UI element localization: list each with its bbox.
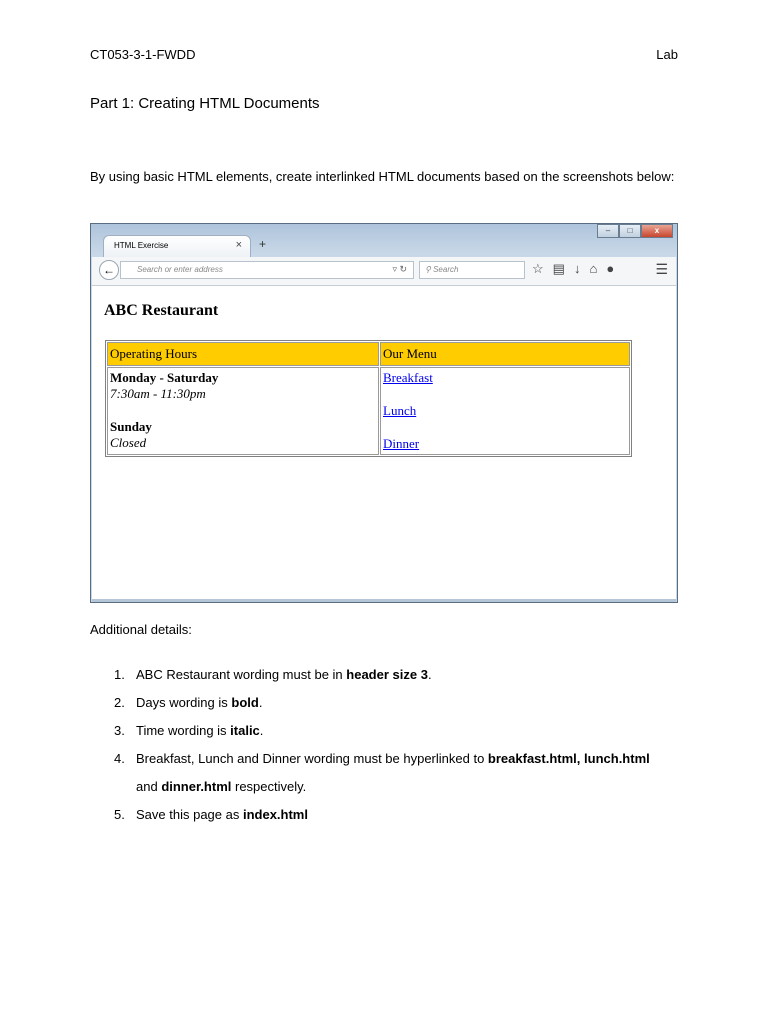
new-tab-icon[interactable]: + <box>259 237 267 251</box>
window-controls <box>597 224 673 238</box>
intro-paragraph: By using basic HTML elements, create interlinked HTML documents based on the screenshots below: <box>90 169 675 184</box>
restaurant-table <box>105 340 632 457</box>
window-bottom-border <box>92 599 676 602</box>
search-bar[interactable] <box>419 261 525 279</box>
list-item-continuation: and dinner.html respectively. <box>136 779 307 794</box>
download-icon[interactable]: ↓ <box>573 261 581 276</box>
time-label: Closed <box>110 435 147 450</box>
time-label: 7:30am - 11:30pm <box>110 386 206 401</box>
restaurant-heading: ABC Restaurant <box>104 302 219 319</box>
course-code: CT053-3-1-FWDD <box>90 47 196 62</box>
home-icon[interactable]: ⌂ <box>589 261 598 276</box>
document-type: Lab <box>656 47 678 62</box>
browser-toolbar <box>92 257 676 286</box>
close-tab-icon[interactable]: × <box>235 239 242 251</box>
day-label: Monday - Saturday <box>110 370 219 385</box>
browser-viewport <box>92 286 676 599</box>
header-our-menu: Our Menu <box>380 342 630 366</box>
browser-screenshot <box>90 223 678 603</box>
header-operating-hours: Operating Hours <box>107 342 379 366</box>
maximize-button[interactable]: □ <box>619 224 641 238</box>
address-bar[interactable] <box>120 261 414 279</box>
breakfast-link[interactable]: Breakfast <box>383 370 433 385</box>
chat-icon[interactable]: ● <box>606 261 615 276</box>
reload-icon[interactable]: ▿ ↻ <box>392 264 407 274</box>
details-title: Additional details: <box>90 622 192 637</box>
close-window-button[interactable]: x <box>641 224 673 238</box>
day-label: Sunday <box>110 419 152 434</box>
clipboard-icon[interactable]: ▤ <box>552 261 565 276</box>
part-title: Part 1: Creating HTML Documents <box>90 95 320 112</box>
bookmark-star-icon[interactable]: ☆ <box>532 261 544 276</box>
search-icon: ⚲ <box>425 265 431 274</box>
back-arrow-icon[interactable]: ← <box>99 260 119 280</box>
browser-tab[interactable] <box>103 235 251 257</box>
list-item: 5. Save this page as index.html <box>114 807 308 822</box>
dinner-link[interactable]: Dinner <box>383 436 420 451</box>
search-placeholder: Search <box>433 265 459 274</box>
menu-cell <box>380 367 630 455</box>
minimize-button[interactable]: – <box>597 224 619 238</box>
menu-icon[interactable]: ☰ <box>655 261 668 277</box>
lunch-link[interactable]: Lunch <box>383 403 417 418</box>
tab-title: HTML Exercise <box>114 241 169 250</box>
address-placeholder: Search or enter address <box>137 265 223 274</box>
list-item: 3. Time wording is italic. <box>114 723 264 738</box>
list-item: 4. Breakfast, Lunch and Dinner wording must be hyperlinked to breakfast.html, lunch.html <box>114 751 650 766</box>
list-item: 2. Days wording is bold. <box>114 695 263 710</box>
list-item: 1. ABC Restaurant wording must be in header size 3. <box>114 667 432 682</box>
operating-hours-cell <box>107 367 379 455</box>
details-list <box>114 661 704 829</box>
